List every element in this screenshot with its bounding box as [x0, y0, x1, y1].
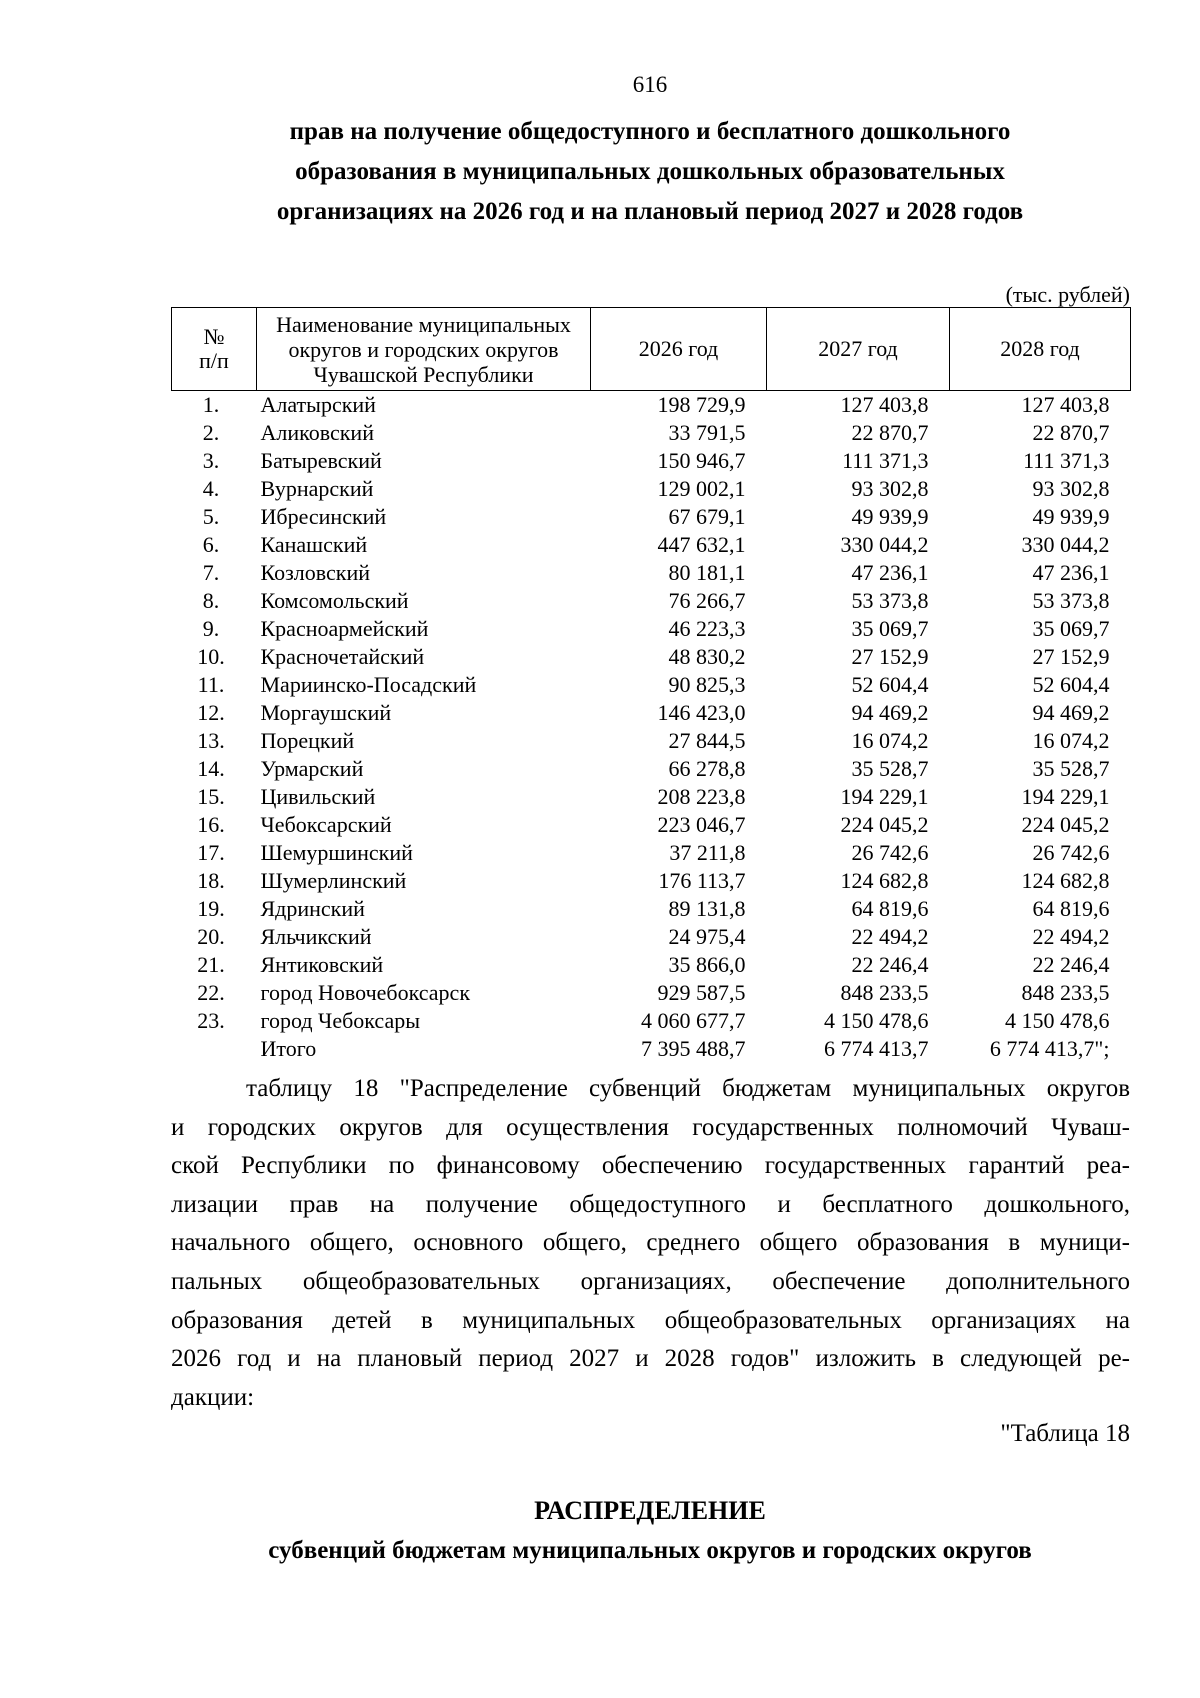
value-2028: 22 494,2: [1032, 924, 1110, 949]
table-row: [172, 531, 1131, 559]
title-line: организациях на 2026 год и на плановый период 2027 и 2028 годов: [276, 198, 1024, 225]
paragraph-line: лизации прав на получение общедоступного и бесплатного дошкольного,: [171, 1190, 1130, 1218]
row-number: 12.: [197, 700, 225, 725]
district-name: Козловский: [260, 560, 371, 585]
value-2027: 22 870,7: [851, 420, 929, 445]
row-number: 2.: [202, 420, 220, 445]
table-row: [172, 615, 1131, 643]
value-2027: 47 236,1: [851, 560, 929, 585]
value-2026: 198 729,9: [657, 392, 746, 417]
table-row: [172, 587, 1131, 615]
paragraph-line: пальных общеобразовательных организациях, обеспечение дополнительного: [171, 1267, 1130, 1295]
value-2028: 49 939,9: [1032, 504, 1110, 529]
row-number: 17.: [197, 840, 225, 865]
value-2028: 4 150 478,6: [1005, 1008, 1110, 1033]
total-row: [172, 1035, 1131, 1063]
header-name: Наименование муниципальных округов и городских округов Чувашской Республики: [257, 308, 591, 391]
table-header-row: [172, 308, 1131, 391]
value-2028: 124 682,8: [1021, 868, 1110, 893]
row-number: 6.: [202, 532, 220, 557]
value-2028: 27 152,9: [1032, 644, 1110, 669]
table-row: [172, 671, 1131, 699]
value-2026: 24 975,4: [668, 924, 746, 949]
district-name: Вурнарский: [260, 476, 374, 501]
value-2027: 127 403,8: [840, 392, 929, 417]
value-2026: 48 830,2: [668, 644, 746, 669]
row-number: 22.: [197, 980, 225, 1005]
value-2027: 6 774 413,7: [824, 1036, 929, 1061]
value-2027: 330 044,2: [840, 532, 929, 557]
value-2027: 35 069,7: [851, 616, 929, 641]
row-number: 19.: [197, 896, 225, 921]
value-2028: 53 373,8: [1032, 588, 1110, 613]
value-2026: 37 211,8: [669, 840, 746, 865]
district-name: Комсомольский: [260, 588, 409, 613]
row-number: 23.: [197, 1008, 225, 1033]
value-2028: 35 528,7: [1032, 756, 1110, 781]
table-row: [172, 503, 1131, 531]
table-row: [172, 979, 1131, 1007]
value-2026: 447 632,1: [657, 532, 746, 557]
value-2028: 52 604,4: [1032, 672, 1110, 697]
value-2027: 22 494,2: [851, 924, 929, 949]
value-2026: 80 181,1: [668, 560, 746, 585]
value-2028: 35 069,7: [1032, 616, 1110, 641]
value-2027: 93 302,8: [851, 476, 929, 501]
district-name: Цивильский: [260, 784, 376, 809]
district-name: Аликовский: [260, 420, 374, 445]
value-2026: 129 002,1: [657, 476, 746, 501]
table-row: [172, 475, 1131, 503]
paragraph-line: 2026 год и на плановый период 2027 и 2028 годов" изложить в следующей ре-: [171, 1345, 1130, 1373]
district-name: Чебоксарский: [260, 812, 392, 837]
district-name: Алатырский: [260, 392, 376, 417]
value-2028: 330 044,2: [1021, 532, 1110, 557]
row-number: 15.: [197, 784, 225, 809]
value-2026: 66 278,8: [668, 756, 746, 781]
table-row: [172, 419, 1131, 447]
paragraph-line: начального общего, основного общего, среднего общего образования в муници-: [171, 1229, 1130, 1257]
table-row: [172, 811, 1131, 839]
page-number: 616: [632, 72, 668, 97]
table-body: [172, 391, 1131, 1064]
value-2028: 26 742,6: [1032, 840, 1110, 865]
units-label: (тыс. рублей): [1005, 282, 1130, 307]
value-2026: 27 844,5: [668, 728, 746, 753]
row-number: 21.: [197, 952, 225, 977]
value-2026: 7 395 488,7: [641, 1036, 746, 1061]
value-2026: 223 046,7: [657, 812, 746, 837]
district-name: Красноармейский: [260, 616, 429, 641]
table-row: [172, 783, 1131, 811]
row-number: 13.: [197, 728, 225, 753]
table-row: [172, 755, 1131, 783]
paragraph-line: дакции:: [171, 1383, 255, 1411]
value-2028: 194 229,1: [1021, 784, 1110, 809]
table-row: [172, 447, 1131, 475]
value-2026: 146 423,0: [657, 700, 746, 725]
value-2026: 929 587,5: [657, 980, 746, 1005]
title-line: прав на получение общедоступного и бесплатного дошкольного: [289, 118, 1011, 145]
value-2027: 35 528,7: [851, 756, 929, 781]
value-2026: 176 113,7: [658, 868, 746, 893]
value-2027: 94 469,2: [851, 700, 929, 725]
district-name: Шумерлинский: [260, 868, 407, 893]
table-row: [172, 699, 1131, 727]
value-2027: 4 150 478,6: [824, 1008, 929, 1033]
value-2028: 94 469,2: [1032, 700, 1110, 725]
table-row: [172, 895, 1131, 923]
value-2027: 53 373,8: [851, 588, 929, 613]
district-name: город Новочебоксарск: [260, 980, 471, 1005]
table-row: [172, 727, 1131, 755]
row-number: 20.: [197, 924, 225, 949]
row-number: [172, 1035, 257, 1063]
header-2026: 2026 год: [591, 308, 767, 391]
row-number: 4.: [202, 476, 220, 501]
section-heading: РАСПРЕДЕЛЕНИЕ: [534, 1496, 766, 1525]
value-2027: 16 074,2: [851, 728, 929, 753]
value-2028: 127 403,8: [1021, 392, 1110, 417]
paragraph-line: и городских округов для осуществления государственных полномочий Чуваш-: [171, 1113, 1130, 1141]
district-name: Батыревский: [260, 448, 382, 473]
row-number: 5.: [202, 504, 220, 529]
section-subheading: субвенций бюджетам муниципальных округов и городских округов: [268, 1537, 1032, 1564]
table-row: [172, 559, 1131, 587]
district-name: Итого: [260, 1036, 317, 1061]
value-2026: 35 866,0: [668, 952, 746, 977]
value-2026: 89 131,8: [668, 896, 746, 921]
district-name: Канашский: [260, 532, 368, 557]
row-number: 3.: [202, 448, 220, 473]
row-number: 11.: [197, 672, 225, 697]
value-2027: 64 819,6: [851, 896, 929, 921]
value-2026: 150 946,7: [657, 448, 746, 473]
row-number: 16.: [197, 812, 225, 837]
district-name: Урмарский: [260, 756, 364, 781]
paragraph-line: ской Республики по финансовому обеспечению государственных гарантий реа-: [171, 1152, 1130, 1180]
value-2027: 22 246,4: [851, 952, 929, 977]
value-2027: 111 371,3: [842, 448, 929, 473]
value-2027: 49 939,9: [851, 504, 929, 529]
value-2027: 27 152,9: [851, 644, 929, 669]
district-name: Красночетайский: [260, 644, 425, 669]
value-2028: 93 302,8: [1032, 476, 1110, 501]
value-2026: 4 060 677,7: [641, 1008, 746, 1033]
district-name: город Чебоксары: [260, 1008, 421, 1033]
row-number: 18.: [197, 868, 225, 893]
table-reference: "Таблица 18: [1000, 1420, 1130, 1447]
table-row: [172, 643, 1131, 671]
district-name: Порецкий: [260, 728, 355, 753]
paragraph-line: образования детей в муниципальных общеобразовательных организациях на: [171, 1306, 1130, 1334]
table-row: [172, 923, 1131, 951]
row-number: 7.: [202, 560, 220, 585]
value-2028: 6 774 413,7";: [989, 1036, 1110, 1061]
value-2028: 47 236,1: [1032, 560, 1110, 585]
district-name: Моргаушский: [260, 700, 392, 725]
row-number: 8.: [202, 588, 220, 613]
row-number: 14.: [197, 756, 225, 781]
value-2028: 22 246,4: [1032, 952, 1110, 977]
value-2028: 848 233,5: [1021, 980, 1110, 1005]
row-number: 10.: [197, 644, 225, 669]
value-2026: 67 679,1: [668, 504, 746, 529]
paragraph-line: таблицу 18 "Распределение субвенций бюджетам муниципальных округов: [246, 1075, 1130, 1102]
header-number: № п/п: [172, 308, 257, 391]
value-2027: 124 682,8: [840, 868, 929, 893]
value-2026: 90 825,3: [668, 672, 746, 697]
value-2028: 22 870,7: [1032, 420, 1110, 445]
value-2027: 224 045,2: [840, 812, 929, 837]
table-row: [172, 951, 1131, 979]
row-number: 9.: [202, 616, 220, 641]
header-2028: 2028 год: [950, 308, 1131, 391]
table-row: [172, 1007, 1131, 1035]
subvention-table: [171, 307, 1131, 1063]
table-row: [172, 839, 1131, 867]
value-2027: 194 229,1: [840, 784, 929, 809]
value-2028: 64 819,6: [1032, 896, 1110, 921]
district-name: Ядринский: [260, 896, 365, 921]
amendment-paragraph: [171, 1070, 1130, 1417]
table-row: [172, 391, 1131, 420]
value-2026: 76 266,7: [668, 588, 746, 613]
table-row: [172, 867, 1131, 895]
value-2026: 46 223,3: [668, 616, 746, 641]
header-2027: 2027 год: [767, 308, 950, 391]
row-number: 1.: [202, 392, 220, 417]
value-2027: 848 233,5: [840, 980, 929, 1005]
value-2027: 26 742,6: [851, 840, 929, 865]
value-2026: 208 223,8: [657, 784, 746, 809]
district-name: Мариинско-Посадский: [260, 672, 477, 697]
title-line: образования в муниципальных дошкольных образовательных: [295, 158, 1005, 185]
value-2026: 33 791,5: [668, 420, 746, 445]
district-name: Шемуршинский: [260, 840, 413, 865]
value-2028: 16 074,2: [1032, 728, 1110, 753]
district-name: Янтиковский: [260, 952, 384, 977]
value-2028: 111 371,3: [1023, 448, 1110, 473]
value-2027: 52 604,4: [851, 672, 929, 697]
document-title: [200, 112, 1100, 232]
district-name: Яльчикский: [260, 924, 372, 949]
value-2028: 224 045,2: [1021, 812, 1110, 837]
district-name: Ибресинский: [260, 504, 387, 529]
